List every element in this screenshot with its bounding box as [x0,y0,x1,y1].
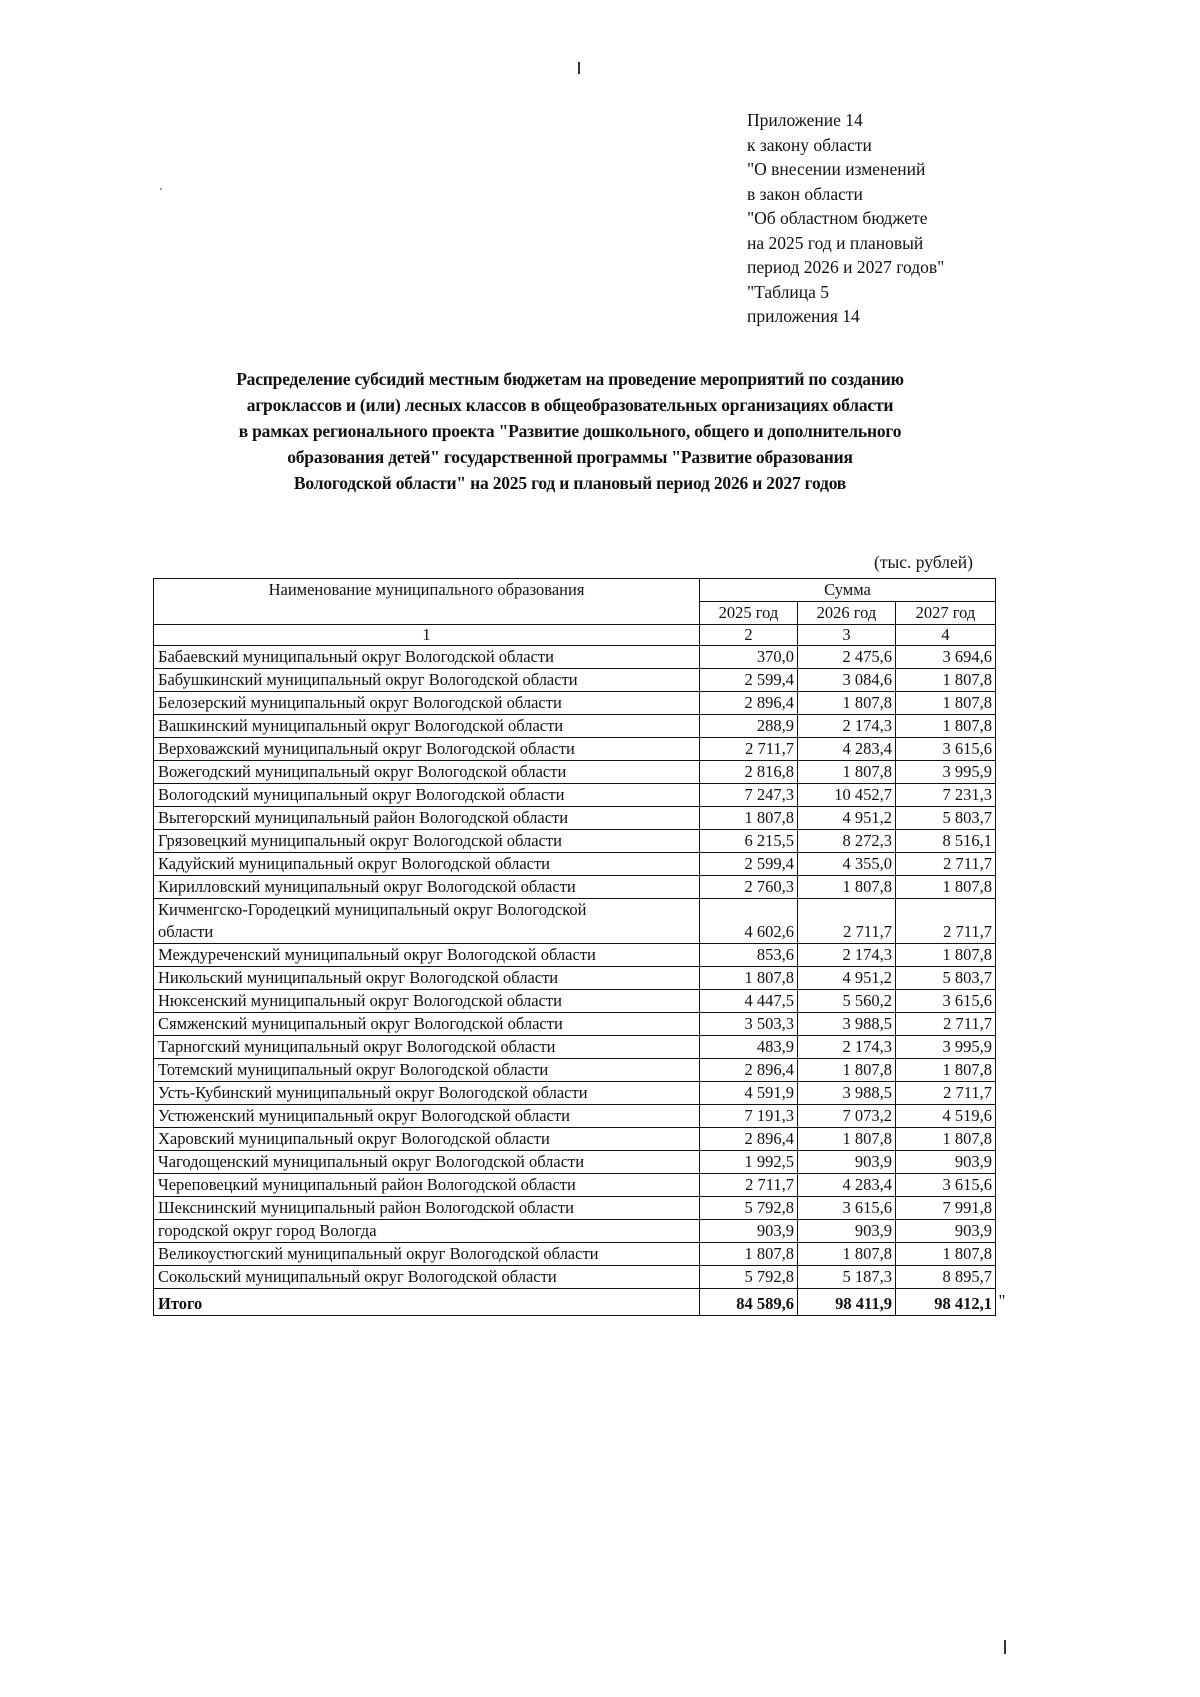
header-year-2026: 2026 год [798,602,896,625]
municipality-name: Бабушкинский муниципальный округ Вологодской области [154,669,700,692]
unit-label: (тыс. рублей) [874,552,973,572]
value-2025: 2 599,4 [700,853,798,876]
value-2027: 1 807,8 [896,692,996,715]
value-2025: 288,9 [700,715,798,738]
table-row [154,1174,996,1197]
value-2026: 1 807,8 [798,761,896,784]
value-2027: 5 803,7 [896,807,996,830]
municipality-name: Тарногский муниципальный округ Вологодской области [154,1036,700,1059]
value-2026: 1 807,8 [798,876,896,899]
value-2025: 483,9 [700,1036,798,1059]
value-2027: 1 807,8 [896,669,996,692]
table-row [154,1082,996,1105]
value-2026: 4 283,4 [798,1174,896,1197]
subsidy-table [153,578,996,1316]
value-2026: 2 174,3 [798,1036,896,1059]
municipality-name: Междуреченский муниципальный округ Вологодской области [154,944,700,967]
header-name: Наименование муниципального образования [154,579,700,625]
header-year-2025: 2025 год [700,602,798,625]
appendix-header [747,108,944,329]
table-row [154,899,996,944]
value-2026: 3 615,6 [798,1197,896,1220]
municipality-name: Вашкинский муниципальный округ Вологодской области [154,715,700,738]
title-line: агроклассов и (или) лесных классов в общеобразовательных организациях области [246,395,894,415]
value-2025: 2 711,7 [700,738,798,761]
value-2026: 7 073,2 [798,1105,896,1128]
header-row [154,579,996,602]
value-2025: 2 896,4 [700,692,798,715]
col-number: 2 [700,625,798,646]
municipality-name: Грязовецкий муниципальный округ Вологодской области [154,830,700,853]
value-2025: 1 807,8 [700,807,798,830]
value-2026: 2 174,3 [798,944,896,967]
value-2026: 1 807,8 [798,1128,896,1151]
municipality-name: городской округ город Вологда [154,1220,700,1243]
title-line: Распределение субсидий местным бюджетам на проведение мероприятий по созданию [236,369,904,389]
value-2025: 6 215,5 [700,830,798,853]
value-2027: 5 803,7 [896,967,996,990]
value-2027: 903,9 [896,1151,996,1174]
municipality-name: Никольский муниципальный округ Вологодской области [154,967,700,990]
header-sum: Сумма [700,579,996,602]
table-row [154,944,996,967]
value-2026: 3 988,5 [798,1082,896,1105]
table-row [154,669,996,692]
value-2025: 7 247,3 [700,784,798,807]
value-2027: 4 519,6 [896,1105,996,1128]
municipality-name: Великоустюгский муниципальный округ Вологодской области [154,1243,700,1266]
column-numbers-row [154,625,996,646]
value-2026: 5 560,2 [798,990,896,1013]
title-line: в рамках регионального проекта "Развитие дошкольного, общего и дополнительного [238,421,902,441]
title-line: Вологодской области" на 2025 год и плановый период 2026 и 2027 годов [293,473,847,493]
table-row [154,1220,996,1243]
table-row [154,1105,996,1128]
municipality-name: Кирилловский муниципальный округ Вологодской области [154,876,700,899]
value-2025: 7 191,3 [700,1105,798,1128]
municipality-name: Тотемский муниципальный округ Вологодской области [154,1059,700,1082]
municipality-name: Верховажский муниципальный округ Вологодской области [154,738,700,761]
value-2026: 8 272,3 [798,830,896,853]
municipality-name-line1: Кичменгско-Городецкий муниципальный округ Вологодской [158,900,587,919]
value-2027: 2 711,7 [896,853,996,876]
value-2026: 4 283,4 [798,738,896,761]
value-2027: 1 807,8 [896,1243,996,1266]
value-2027: 1 807,8 [896,876,996,899]
value-2025: 3 503,3 [700,1013,798,1036]
total-2027: 98 412,1 [896,1289,996,1316]
table-row [154,646,996,669]
value-2026: 1 807,8 [798,1059,896,1082]
table-row [154,692,996,715]
value-2026: 2 711,7 [798,899,896,944]
municipality-name: Сямженский муниципальный округ Вологодской области [154,1013,700,1036]
total-row [154,1289,996,1316]
appendix-line: "О внесении изменений [747,159,926,179]
municipality-name: Вытегорский муниципальный район Вологодской области [154,807,700,830]
municipality-name: Харовский муниципальный округ Вологодской области [154,1128,700,1151]
table-row [154,807,996,830]
col-number: 4 [896,625,996,646]
value-2027: 3 615,6 [896,990,996,1013]
value-2025: 4 602,6 [700,899,798,944]
col-number: 3 [798,625,896,646]
col-number: 1 [154,625,700,646]
table-row [154,1059,996,1082]
municipality-name: Чагодощенский муниципальный округ Вологодской области [154,1151,700,1174]
value-2026: 2 475,6 [798,646,896,669]
table-row [154,784,996,807]
value-2026: 1 807,8 [798,1243,896,1266]
value-2027: 3 995,9 [896,761,996,784]
municipality-name: Шекснинский муниципальный район Вологодской области [154,1197,700,1220]
value-2026: 10 452,7 [798,784,896,807]
value-2026: 4 355,0 [798,853,896,876]
appendix-line: период 2026 и 2027 годов" [747,257,945,277]
appendix-line: "Таблица 5 [747,281,829,302]
municipality-name [154,899,700,944]
value-2026: 3 084,6 [798,669,896,692]
table-row [154,761,996,784]
municipality-name: Череповецкий муниципальный район Вологодской области [154,1174,700,1197]
value-2026: 903,9 [798,1220,896,1243]
municipality-name: Нюксенский муниципальный округ Вологодской области [154,990,700,1013]
value-2027: 3 615,6 [896,738,996,761]
value-2027: 2 711,7 [896,1013,996,1036]
table-row [154,853,996,876]
municipality-name: Усть-Кубинский муниципальный округ Вологодской области [154,1082,700,1105]
total-label: Итого [154,1289,700,1316]
value-2025: 2 711,7 [700,1174,798,1197]
table-row [154,1036,996,1059]
value-2026: 3 988,5 [798,1013,896,1036]
value-2027: 3 694,6 [896,646,996,669]
table-row [154,967,996,990]
value-2025: 370,0 [700,646,798,669]
value-2026: 903,9 [798,1151,896,1174]
value-2025: 4 591,9 [700,1082,798,1105]
total-2026: 98 411,9 [798,1289,896,1316]
table-row [154,1243,996,1266]
appendix-line: приложения 14 [747,306,860,326]
value-2025: 1 992,5 [700,1151,798,1174]
value-2025: 1 807,8 [700,1243,798,1266]
total-2025: 84 589,6 [700,1289,798,1316]
value-2027: 7 231,3 [896,784,996,807]
value-2027: 2 711,7 [896,1082,996,1105]
value-2025: 1 807,8 [700,967,798,990]
value-2026: 4 951,2 [798,967,896,990]
table-row [154,990,996,1013]
value-2025: 2 760,3 [700,876,798,899]
table-row [154,1266,996,1289]
value-2025: 903,9 [700,1220,798,1243]
value-2025: 2 599,4 [700,669,798,692]
municipality-name: Вологодский муниципальный округ Вологодской области [154,784,700,807]
table-row [154,830,996,853]
municipality-name-line2: области [158,922,214,941]
municipality-name: Вожегодский муниципальный округ Вологодской области [154,761,700,784]
value-2025: 5 792,8 [700,1197,798,1220]
value-2027: 1 807,8 [896,715,996,738]
value-2027: 7 991,8 [896,1197,996,1220]
municipality-name: Сокольский муниципальный округ Вологодской области [154,1266,700,1289]
table-row [154,1013,996,1036]
value-2025: 2 896,4 [700,1128,798,1151]
scan-mark-bottom [1004,1640,1006,1654]
appendix-line: "Об областном бюджете [747,208,928,228]
value-2027: 2 711,7 [896,899,996,944]
value-2025: 2 816,8 [700,761,798,784]
value-2027: 8 895,7 [896,1266,996,1289]
value-2026: 4 951,2 [798,807,896,830]
municipality-name: Устюженский муниципальный округ Вологодской области [154,1105,700,1128]
value-2027: 903,9 [896,1220,996,1243]
table-row [154,1197,996,1220]
document-title [160,366,980,496]
appendix-line: к закону области [747,134,872,155]
municipality-name: Белозерский муниципальный округ Вологодской области [154,692,700,715]
value-2025: 2 896,4 [700,1059,798,1082]
value-2027: 1 807,8 [896,1059,996,1082]
value-2027: 1 807,8 [896,1128,996,1151]
header-year-2027: 2027 год [896,602,996,625]
value-2026: 1 807,8 [798,692,896,715]
value-2027: 8 516,1 [896,830,996,853]
table-row [154,715,996,738]
value-2027: 3 995,9 [896,1036,996,1059]
value-2025: 5 792,8 [700,1266,798,1289]
table-row [154,1128,996,1151]
title-line: образования детей" государственной программы "Развитие образования [287,447,853,467]
municipality-name: Бабаевский муниципальный округ Вологодской области [154,646,700,669]
value-2025: 853,6 [700,944,798,967]
table-row [154,738,996,761]
scan-dot [160,188,162,190]
value-2027: 1 807,8 [896,944,996,967]
municipality-name: Кадуйский муниципальный округ Вологодской области [154,853,700,876]
appendix-line: Приложение 14 [747,110,863,130]
table-row [154,1151,996,1174]
value-2026: 5 187,3 [798,1266,896,1289]
table-row [154,876,996,899]
scan-mark-top [578,62,580,74]
appendix-line: на 2025 год и плановый [747,232,924,253]
appendix-line: в закон области [747,183,863,204]
value-2026: 2 174,3 [798,715,896,738]
value-2027: 3 615,6 [896,1174,996,1197]
closing-quote: " [998,1290,1006,1310]
value-2025: 4 447,5 [700,990,798,1013]
